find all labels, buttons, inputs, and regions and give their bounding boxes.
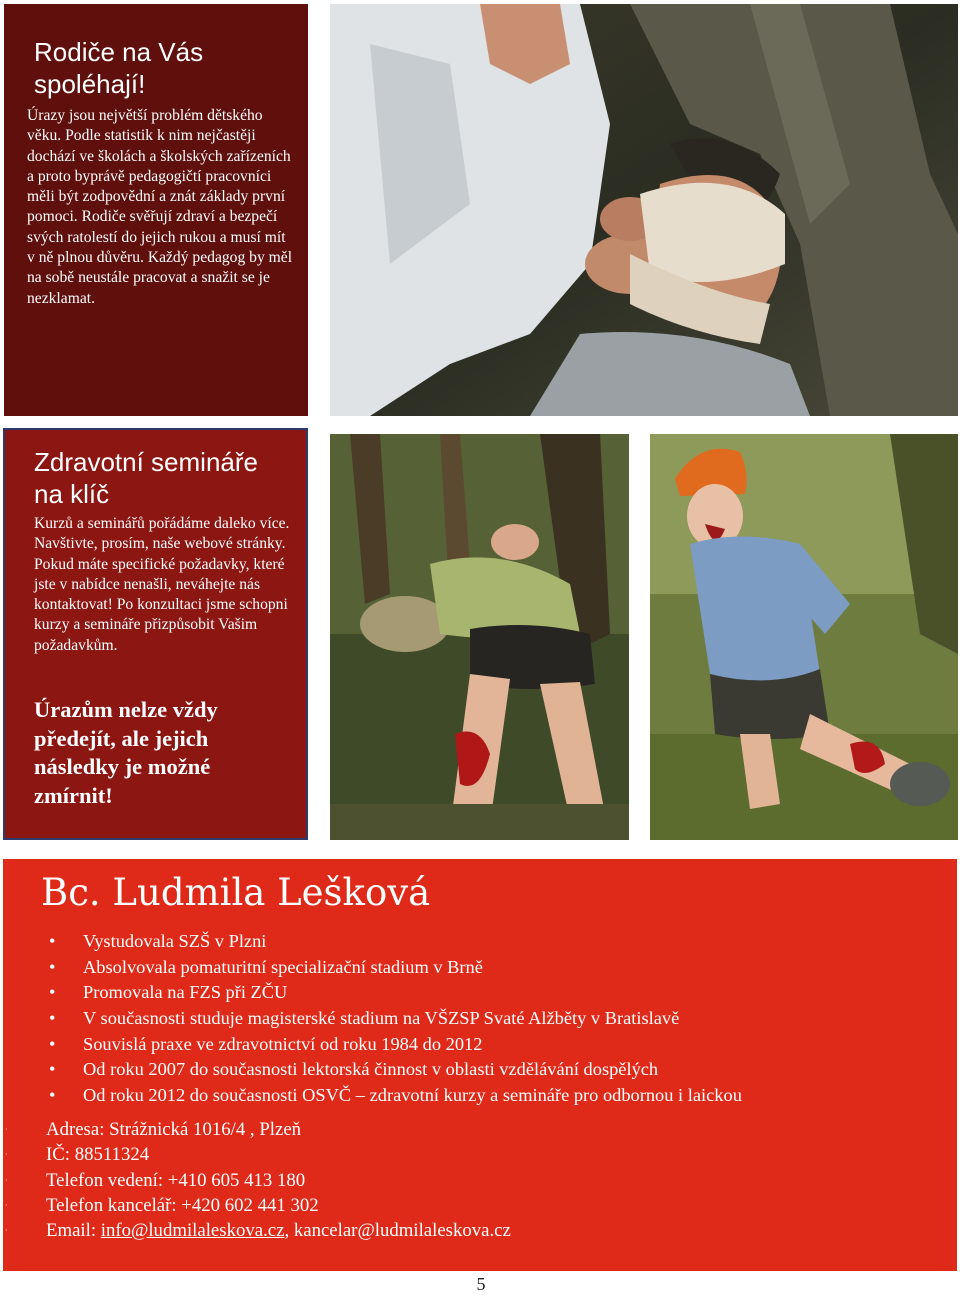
profile-panel [3,859,957,1271]
seminars-body-text: Kurzů a seminářů pořádáme daleko více. Navštivte, prosím, naše webové stránky. Pokud máte specifické požadavky, které jste v nabídce nenašli, neváhejte nás kontaktovat! Po konzultaci jsme schopni kurzy a semináře přizpůsobit Vašim požadavkům. [34,515,290,654]
bullet-icon: · [5,1150,8,1160]
intro-body-text: Úrazy jsou největší problém dětského věku. Podle statistik k nim nejčastěji dochází ve školách a školských zařízeních a proto byprávě pedagogičtí pracovníci měli být zodpovědní a znát základy první pomoci. Rodiče svěřují zdraví a bezpečí svých ratolestí do jejich rukou a musí mít v ně plnou důvěru. Každý pedagog by měl na sobě neustále pracovat a snažit se je nezklamat. [27,107,293,307]
seminars-tagline: Úrazům nelze vždy předejít, ale jejich následky je možné zmírnit! [34,697,218,808]
email-label: Email: [46,1220,101,1242]
bullet-icon: • [49,1008,56,1029]
contact-address: · Adresa: Strážnická 1016/4 , Plzeň [3,1117,511,1142]
intro-heading: Rodiče na Vás spoléhají! [34,37,204,99]
list-item: • Od roku 2012 do současnosti OSVČ – zdravotní kurzy a semináře pro odbornou i laickou [49,1083,742,1109]
list-item: • Vystudovala SZŠ v Plzni [49,929,742,955]
photo-injured-boy-helmet [650,434,958,840]
bullet-icon: · [5,1175,8,1185]
list-item: • Promovala na FZS při ZČU [49,980,742,1006]
qualifications-list [49,929,742,1109]
bullet-icon: • [49,1085,56,1106]
bullet-icon: · [5,1200,8,1210]
page-number: 5 [476,1274,486,1294]
photo-bandaging-head [330,4,958,416]
bullet-icon: • [49,1033,56,1054]
contact-phone-office: · Telefon kancelář: +420 602 441 302 [3,1193,511,1218]
bullet-icon: · [5,1226,8,1236]
bullet-icon: · [5,1125,8,1134]
seminars-panel [3,428,308,840]
contact-phone-management: · Telefon vedení: +410 605 413 180 [3,1168,511,1193]
contact-list [3,1117,511,1243]
contact-ic: · IČ: 88511324 [3,1142,511,1167]
list-item: • Absolvovala pomaturitní specializační stadium v Brně [49,955,742,981]
email-office: kancelar@ludmilaleskova.cz [293,1220,511,1242]
bullet-icon: • [49,1059,56,1080]
bullet-icon: • [49,982,56,1003]
profile-name: Bc. Ludmila Lešková [41,871,431,914]
list-item: • V současnosti studuje magisterské stadium na VŠZSP Svaté Alžběty v Bratislavě [49,1006,742,1032]
list-item: • Od roku 2007 do současnosti lektorská činnost v oblasti vzdělávání dospělých [49,1057,742,1083]
seminars-heading: Zdravotní semináře na klíč [34,447,258,509]
photo-injured-child-lying [330,434,629,840]
list-item: • Souvislá praxe ve zdravotnictví od roku 1984 do 2012 [49,1032,742,1058]
intro-panel [4,4,308,416]
contact-email: · Email: info@ludmilaleskova.cz, kancelar@ludmilaleskova.cz [3,1218,511,1243]
bullet-icon: • [49,956,56,977]
bullet-icon: • [49,931,56,951]
email-link-info[interactable]: info@ludmilaleskova.cz [100,1220,285,1242]
